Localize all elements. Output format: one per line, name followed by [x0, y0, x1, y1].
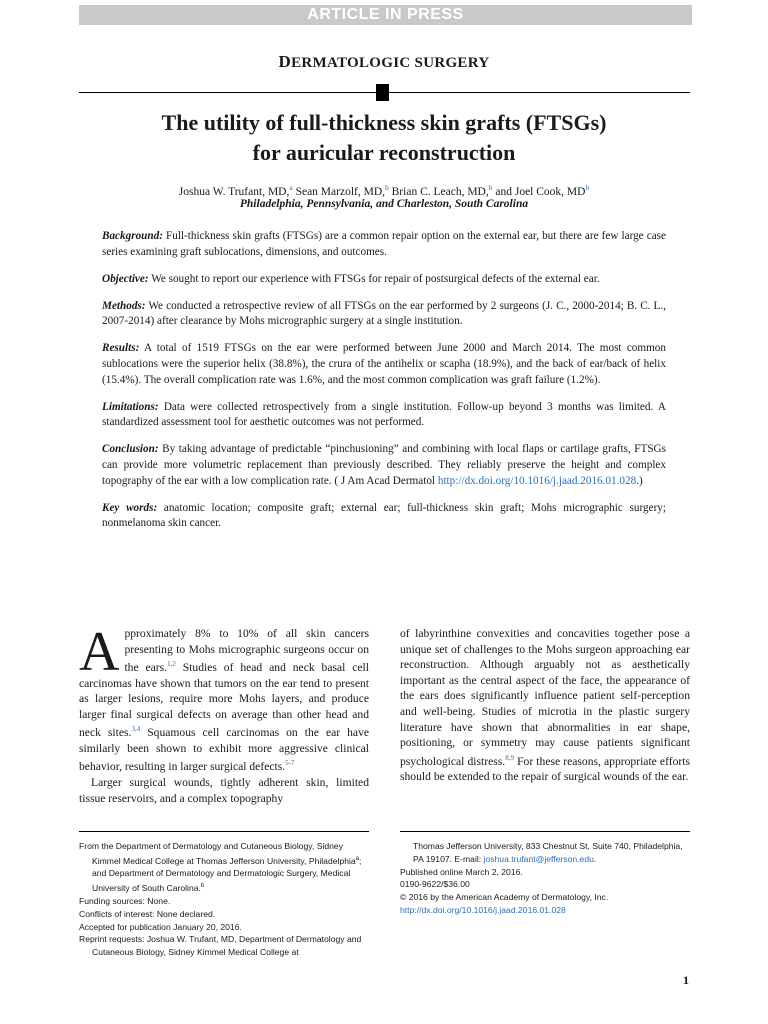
author-affil-mark[interactable]: b — [585, 183, 590, 192]
author-name: Brian C. Leach, MD, — [388, 185, 489, 198]
footnote-text: From the Department of Dermatology and Cutaneous Biology, Sidney Kimmel Medical College at Thomas Jefferson University, Philadelphia — [79, 841, 356, 866]
abstract-objective — [102, 272, 666, 288]
author-affil-mark[interactable]: a — [289, 183, 293, 192]
section-heading — [0, 52, 768, 72]
abstract — [102, 229, 666, 543]
abstract-text: We sought to report our experience with FTSGs for repair of postsurgical defects of the external ear. — [148, 272, 600, 285]
footnote-text: Thomas Jefferson University, 833 Chestnut St, Suite 740, Philadelphia, PA 19107. E-mail: — [413, 841, 683, 864]
footnote-reprint: Reprint requests: Joshua W. Trufant, MD, Department of Dermatology and Cutaneous Biology, Sidney Kimmel Medical College at — [79, 934, 362, 958]
body-text: pproximately 8% to 10% of all skin cancers presenting to Mohs micrographic surgeons occur on the ears. — [124, 627, 369, 675]
abstract-results — [102, 341, 666, 388]
citation-link[interactable]: 5-7 — [285, 759, 295, 768]
author-affil-mark[interactable]: b — [385, 183, 389, 192]
footnote-rule — [79, 831, 369, 832]
body-column-left — [79, 621, 370, 806]
abstract-methods — [102, 299, 666, 330]
doi-link[interactable]: http://dx.doi.org/10.1016/j.jaad.2016.01.028 — [437, 474, 637, 487]
header-rule-marker — [376, 84, 389, 101]
citation-link[interactable]: 1,2 — [167, 660, 176, 669]
abstract-limitations — [102, 400, 666, 431]
footnote-published: Published online March 2, 2016. — [400, 866, 523, 877]
body-text: of labyrinthine convexities and concavities together pose a unique set of challenges to the Mohs surgeon approaching ear reconstruction. Although arguably not as aesthetically important as the central aspect of the face, the appearance of the ears does significantly influence patient self-perception and well-being. Studies of microtia in the plastic surgery literature have shown that abnormalities in ear shape, positioning, or symmetry may cause patients significant psychological distress. — [400, 627, 690, 768]
abstract-text: By taking advantage of predictable “pinchusioning” and combining with local flaps or cartilage grafts, FTSGs can provide more volumetric replacement than previously described. They reliably preserve the height and complex topography of the ear with a low complication rate. ( J Am Acad Dermatol — [102, 443, 666, 487]
body-paragraph — [400, 626, 690, 785]
affil-mark: a — [355, 855, 360, 862]
body-text: For these reasons, appropriate efforts should be extended to the repair of surgical wounds of the ear. — [400, 754, 690, 784]
abstract-label: Limitations: — [102, 400, 159, 413]
section-initial: D — [278, 52, 292, 71]
citation-link[interactable]: 8,9 — [505, 753, 514, 762]
page-number: 1 — [683, 973, 689, 987]
author-affil-mark[interactable]: b — [488, 183, 493, 192]
footnote-text: ; and Department of Dermatology and Dermatologic Surgery, Medical University of South Carolina. — [92, 855, 362, 894]
footnote-copyright: © 2016 by the American Academy of Dermatology, Inc. — [400, 892, 609, 903]
author-affiliation: Philadelphia, Pennsylvania, and Charleston, South Carolina — [239, 198, 529, 210]
footnote-doi-link[interactable]: http://dx.doi.org/10.1016/j.jaad.2016.01.028 — [400, 904, 566, 915]
footnotes-right — [400, 840, 690, 917]
footnote-rule — [400, 831, 690, 832]
footnote-affiliations — [79, 840, 369, 895]
drop-cap: A — [79, 621, 120, 683]
body-text: Studies of head and neck basal cell carcinomas have shown that tumors on the ear tend to present as larger lesions, require more Mohs layers, and produce larger final surgical defects on average than other head and neck sites. — [79, 661, 369, 740]
body-paragraph — [79, 621, 370, 775]
body-text: Squamous cell carcinomas on the ear have similarly been shown to exhibit more aggressive clinical behavior, resulting in larger surgical defects. — [79, 726, 370, 774]
affil-mark: b — [200, 883, 205, 890]
body-column-right — [400, 626, 690, 785]
footnotes-left — [79, 840, 369, 959]
footnote-text: . — [593, 853, 597, 864]
abstract-label: Objective: — [102, 272, 149, 285]
email-link[interactable]: joshua.trufant@jefferson.edu — [483, 853, 594, 864]
footnote-conflicts: Conflicts of interest: None declared. — [79, 908, 216, 919]
citation-link[interactable]: 3,4 — [131, 725, 141, 734]
abstract-text: .) — [636, 474, 643, 487]
footnote-address — [400, 840, 690, 866]
author-name: Sean Marzolf, MD, — [292, 185, 386, 198]
footnote-accepted: Accepted for publication January 20, 2016. — [79, 921, 242, 932]
author-name: Joshua W. Trufant, MD, — [178, 185, 290, 198]
abstract-text: Full-thickness skin grafts (FTSGs) are a common repair option on the external ear, but there are few large case series examining graft sublocations, dimensions, and outcomes. — [102, 230, 666, 258]
article-in-press-banner: ARTICLE IN PRESS — [79, 5, 692, 25]
body-paragraph: Larger surgical wounds, tightly adherent skin, limited tissue reservoirs, and a complex topography — [79, 775, 369, 805]
abstract-label: Key words: — [102, 501, 158, 514]
abstract-conclusion — [102, 442, 666, 489]
abstract-label: Conclusion: — [102, 443, 159, 456]
footnote-issn: 0190-9622/$36.00 — [400, 879, 470, 890]
abstract-label: Methods: — [102, 299, 146, 312]
abstract-text: A total of 1519 FTSGs on the ear were performed between June 2000 and March 2014. The most common sublocations were the superior helix (38.8%), the crura of the antihelix or scapha (18.9%), and the back of ear/back of helix (15.4%). The overall complication rate was 1.6%, and the most common complication was graft failure (1.2%). — [102, 342, 666, 386]
article-title — [0, 108, 768, 168]
author-name: and Joel Cook, MD — [492, 185, 586, 198]
abstract-keywords — [102, 501, 666, 532]
abstract-text: anatomic location; composite graft; external ear; full-thickness skin graft; Mohs micrographic surgery; nonmelanoma skin cancer. — [102, 501, 666, 530]
section-rest: ERMATOLOGIC SURGERY — [291, 55, 490, 71]
abstract-text: We conducted a retrospective review of all FTSGs on the ear performed by 2 surgeons (J. C., 2000-2014; B. C. L., 2007-2014) after clearance by Mohs micrographic surgery at a single institution. — [102, 299, 666, 328]
abstract-label: Results: — [102, 342, 140, 355]
title-line-2: for auricular reconstruction — [252, 140, 516, 165]
abstract-label: Background: — [102, 230, 163, 242]
footnote-funding: Funding sources: None. — [79, 895, 171, 906]
title-line-1: The utility of full-thickness skin grafts (FTSGs) — [161, 110, 607, 135]
abstract-text: Data were collected retrospectively from a single institution. Follow-up beyond 3 months was limited. A standardized assessment tool for aesthetic outcomes was not performed. — [102, 400, 666, 429]
author-list — [0, 180, 768, 200]
abstract-background — [102, 229, 666, 260]
